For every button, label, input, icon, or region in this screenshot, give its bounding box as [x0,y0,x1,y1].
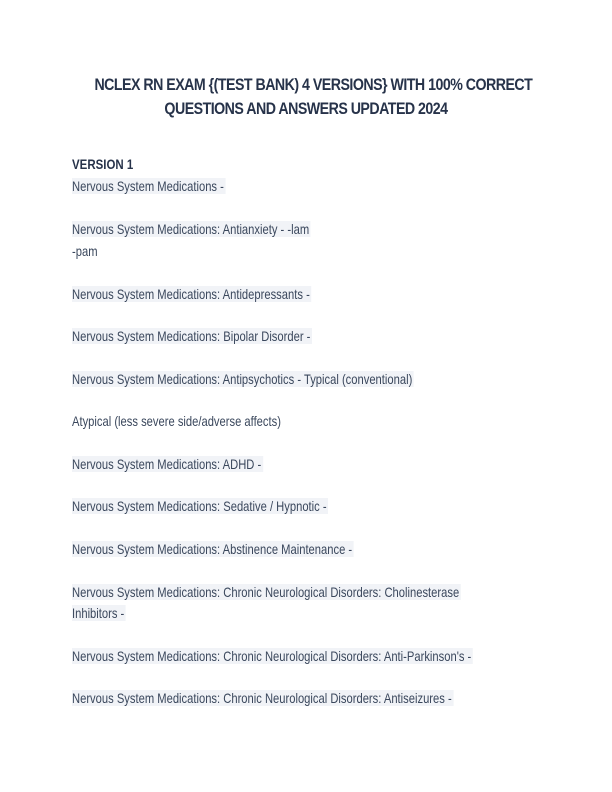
qa-line [72,241,98,261]
qa-line [72,411,281,431]
qa-line-text: Nervous System Medications: Antidepressants - [72,286,310,302]
qa-line [72,688,453,708]
version-heading: VERSION 1 [72,156,134,172]
qa-line-text: Nervous System Medications: Chronic Neurological Disorders: Anti-Parkinson's - [72,648,472,664]
qa-line-text: Nervous System Medications: Abstinence Maintenance - [72,541,353,557]
qa-line-text: Nervous System Medications: Chronic Neurological Disorders: Antiseizures - [72,690,452,706]
qa-line-text: Nervous System Medications: Chronic Neurological Disorders: Cholinesterase [72,584,460,600]
qa-line [72,176,225,196]
qa-line [72,582,461,602]
qa-line [72,219,311,239]
qa-line-text: Nervous System Medications: Antianxiety - -lam [72,221,310,237]
qa-line-text: Inhibitors - [72,605,125,621]
qa-line [72,646,473,666]
qa-line [72,603,126,623]
qa-line [72,284,311,304]
qa-line-text: Nervous System Medications - [72,178,224,194]
qa-line-text: Atypical (less severe side/adverse affects) [72,413,281,429]
qa-line-text: -pam [72,243,98,259]
qa-line-text: Nervous System Medications: Bipolar Disorder - [72,328,311,344]
qa-line-text: Nervous System Medications: Antipsychotics - Typical (conventional) [72,371,413,387]
document-title-line-2: QUESTIONS AND ANSWERS UPDATED 2024 [164,100,448,118]
qa-line [72,539,354,559]
qa-line [72,369,414,389]
qa-line [72,454,263,474]
qa-line-text: Nervous System Medications: ADHD - [72,456,262,472]
qa-line-text: Nervous System Medications: Sedative / Hypnotic - [72,498,327,514]
qa-line [72,496,328,516]
document-title-line-1: NCLEX RN EXAM {(TEST BANK) 4 VERSIONS} WITH 100% CORRECT [94,76,533,94]
qa-line [72,326,312,346]
